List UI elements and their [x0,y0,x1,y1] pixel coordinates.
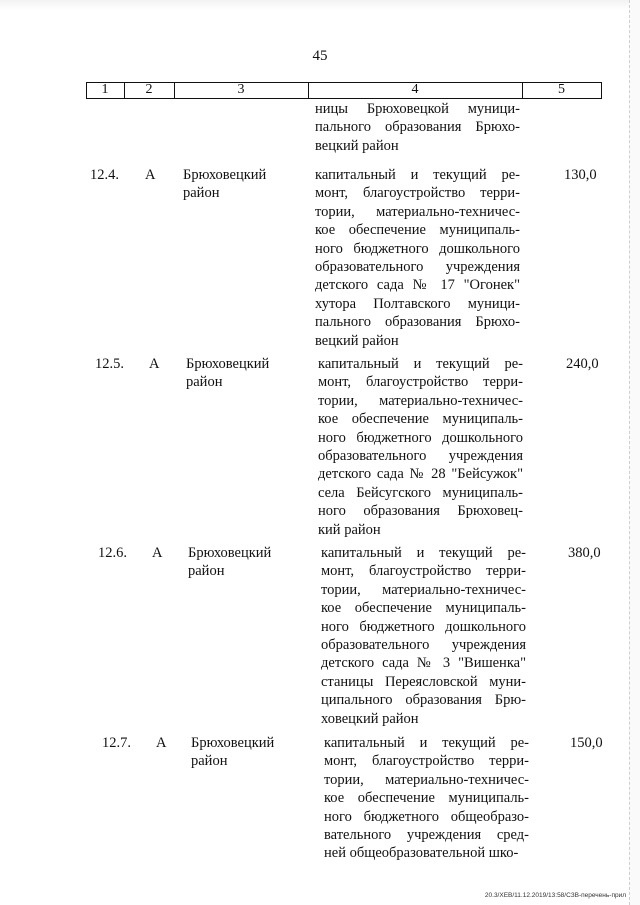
desc-line: капитальный и текущий ре- [324,735,529,751]
row-number: 12.6. [98,545,127,561]
desc-line: монт, благоустройство терри- [321,563,526,580]
header-col-3: 3 [237,82,245,97]
desc-line: кое обеспечение муниципаль- [324,790,529,807]
desc-line: ного образования Брюховец- [318,503,523,520]
row-municipality: Брюховецкий район [183,167,267,202]
desc-line: ницы Брюховецкой муници- [315,101,520,117]
row-number: 12.5. [95,356,124,372]
row-municipality: Брюховецкий район [186,356,270,391]
table-header [86,82,602,100]
desc-line: кое обеспечение муниципаль- [318,411,523,428]
desc-line: кий район [318,521,381,538]
desc-line: капитальный и текущий ре- [315,167,520,183]
desc-line: капитальный и текущий ре- [321,545,526,561]
scan-edge-right [629,0,640,905]
desc-line: ного бюджетного дошкольного [321,618,526,635]
desc-line: вательного учреждения сред- [324,827,529,844]
desc-line: образовательного учреждения [318,448,523,465]
desc-line: села Бейсугского муниципаль- [318,484,523,501]
row-description [315,166,520,350]
desc-line: тории, материально-техничес- [324,771,529,788]
desc-line: тории, материально-техничес- [318,392,523,409]
desc-line: ней общеобразовательной шко- [324,845,519,862]
desc-line: пального образования Брюхо- [315,119,520,136]
desc-line: станицы Переясловской муни- [321,673,526,690]
continuation-text [315,100,520,155]
header-col-1: 1 [101,82,109,97]
header-col-5: 5 [558,82,565,97]
row-amount: 380,0 [568,545,601,561]
row-amount: 150,0 [570,735,603,751]
row-number: 12.4. [90,167,119,183]
row-category: А [145,167,156,183]
row-description [324,734,529,863]
desc-line: капитальный и текущий ре- [318,356,523,372]
desc-line: вецкий район [315,137,399,154]
page-number: 45 [312,48,328,64]
row-amount: 130,0 [564,167,597,183]
desc-line: кое обеспечение муниципаль- [321,600,526,617]
row-amount: 240,0 [566,356,599,372]
header-bottom-rule [86,98,602,99]
row-category: А [152,545,163,561]
header-col-2: 2 [145,82,153,97]
desc-line: образовательного учреждения [321,637,526,654]
desc-line: монт, благоустройство терри- [318,374,523,391]
desc-line: хутора Полтавского муници- [315,295,520,312]
row-category: А [156,735,167,751]
header-col-4: 4 [411,82,419,97]
desc-line: пального образования Брюхо- [315,314,520,331]
desc-line: тории, материально-техничес- [321,581,526,598]
desc-line: монт, благоустройство терри- [324,753,529,770]
desc-line: вецкий район [315,332,399,349]
row-category: А [149,356,160,372]
desc-line: образовательного учреждения [315,259,520,276]
desc-line: детского сада № 28 "Бейсужок" [318,466,523,483]
desc-line: тории, материально-техничес- [315,203,520,220]
desc-line: ного бюджетного дошкольного [315,240,520,257]
desc-line: ного бюджетного дошкольного [318,429,523,446]
row-number: 12.7. [102,735,131,751]
desc-line: ховецкий район [321,710,419,727]
header-divider [601,82,602,99]
row-municipality: Брюховецкий район [188,545,272,580]
desc-line: кое обеспечение муниципаль- [315,222,520,239]
row-description [318,355,523,539]
document-footer: 20.3/ХЕВ/11.12.2019/13:58/СЗВ-перечень-прил [484,892,626,899]
desc-line: ного бюджетного общеобразо- [324,808,529,825]
desc-line: детского сада № 17 "Огонек" [315,277,520,294]
row-description [321,544,526,728]
row-municipality: Брюховецкий район [191,735,275,770]
desc-line: ципального образования Брю- [321,692,526,709]
desc-line: монт, благоустройство терри- [315,185,520,202]
scan-edge [0,0,640,10]
desc-line: детского сада № 3 "Вишенка" [321,655,526,672]
